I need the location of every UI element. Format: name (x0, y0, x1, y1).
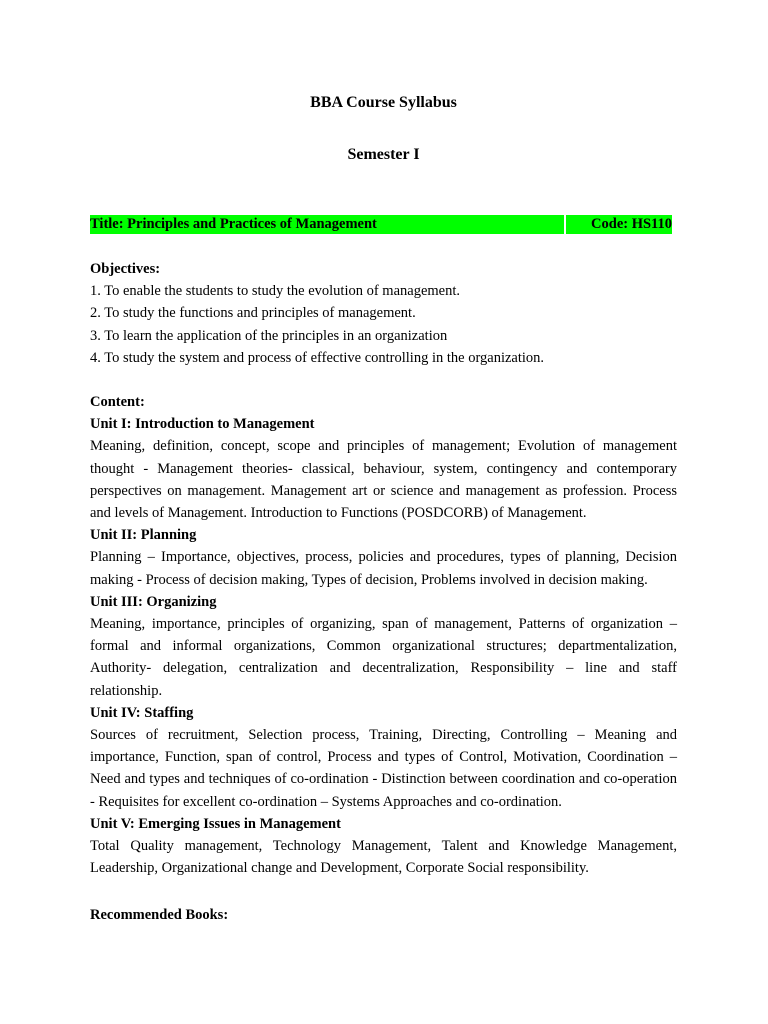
unit-text: Sources of recruitment, Selection process, Training, Directing, Controlling – Meaning and importance, Function, span of control, Process and types of Control, Motivation, Coordination – Need and types and techniques of co-ordination - Distinction between coordination and co-operation - Requisites for excellent co-ordination – Systems Approaches and co-ordination. (90, 727, 677, 810)
content-section (90, 391, 677, 879)
semester-heading: Semester I (347, 146, 420, 163)
course-title: Title: Principles and Practices of Management (90, 215, 564, 234)
objective-item: 2. To study the functions and principles of management. (90, 305, 416, 322)
unit-title: Unit I: Introduction to Management (90, 416, 315, 433)
unit-title: Unit III: Organizing (90, 593, 217, 610)
content-heading: Content: (90, 394, 145, 410)
document-title: BBA Course Syllabus (310, 94, 457, 111)
unit-text: Planning – Importance, objectives, process, policies and procedures, types of planning, Decision making - Process of decision making, Types of decision, Problems involved in decision making. (90, 549, 677, 588)
books-heading: Recommended Books: (90, 907, 229, 923)
objective-item: 3. To learn the application of the principles in an organization (90, 327, 448, 344)
unit-title: Unit V: Emerging Issues in Management (90, 815, 341, 832)
course-code: Code: HS110 (566, 215, 672, 234)
objective-item: 1. To enable the students to study the evolution of management. (90, 283, 461, 300)
course-header-bar (90, 215, 672, 234)
unit-text: Total Quality management, Technology Management, Talent and Knowledge Management, Leadership, Organizational change and Development, Corporate Social responsibility. (90, 838, 677, 877)
objectives-heading: Objectives: (90, 261, 161, 277)
unit-title: Unit II: Planning (90, 527, 197, 544)
objectives-section (90, 258, 677, 369)
objective-item: 4. To study the system and process of effective controlling in the organization. (90, 349, 545, 366)
unit-title: Unit IV: Staffing (90, 704, 194, 721)
books-section (90, 904, 677, 926)
unit-text: Meaning, importance, principles of organizing, span of management, Patterns of organization – formal and informal organizations, Common organizational structures; departmentalization, Authority- delegation, centralization and decentralization, Responsibility – line and staff relationship. (90, 616, 677, 699)
unit-text: Meaning, definition, concept, scope and principles of management; Evolution of management thought - Management theories- classical, behaviour, system, contingency and contemporary perspectives on management. Management art or science and management as profession. Process and levels of Management. Introduction to Functions (POSDCORB) of Management. (90, 438, 677, 522)
